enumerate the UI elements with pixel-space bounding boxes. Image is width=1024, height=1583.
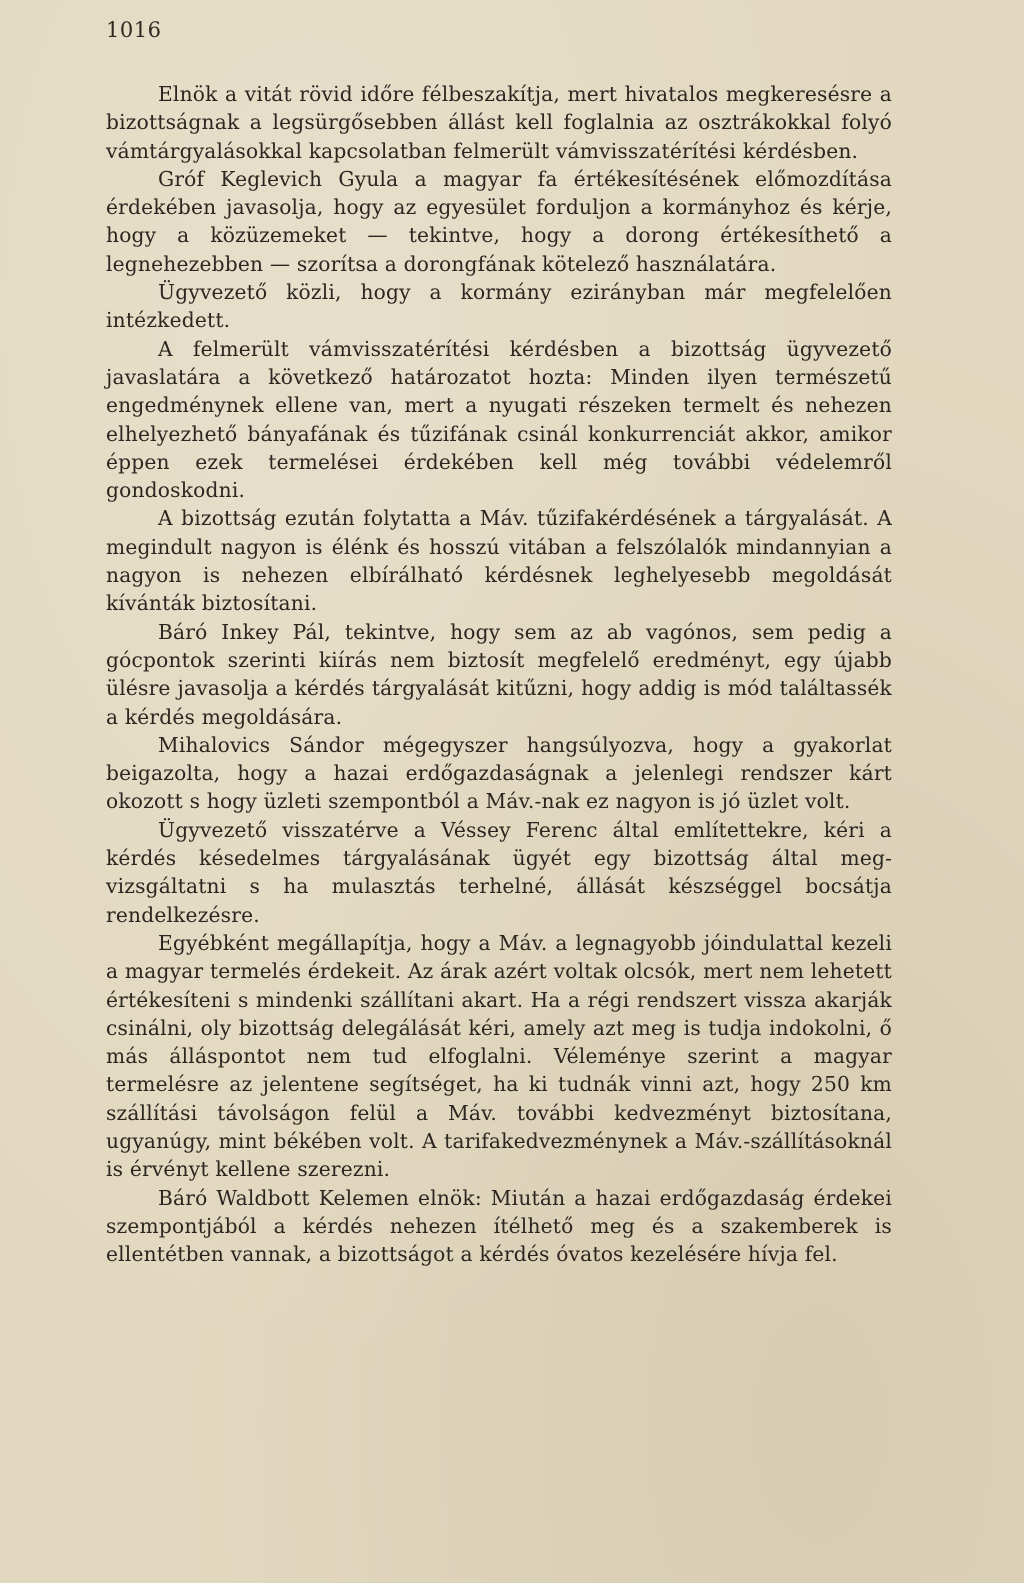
paragraph: Báró Waldbott Kelemen elnök: Miután a hazai erdőgazdaság érdekei szempontjából a kérdés nehezen ítélhető meg és a szakemberek is ellentétben vannak, a bizottságot a kérdés óvatos kezelésére hívja fel. — [106, 1185, 892, 1267]
paragraph: Ügyvezető visszatérve a Véssey Ferenc által említettekre, kéri a kérdés késedelmes tárgyalásának ügyét egy bizottság által megvizsgáltatni s ha mulasztás terhelné, állását készséggel bocsátja rendelkezésre. — [106, 817, 892, 927]
paragraph: Ügyvezető közli, hogy a kormány ezirányban már megfelelően intézkedett. — [106, 280, 892, 333]
paragraph: Mihalovics Sándor mégegyszer hangsúlyozva, hogy a gyakorlat beigazolta, hogy a hazai erdőgazdaságnak a jelenlegi rendszer kárt okozott s hogy üzleti szempontból a Máv.-nak ez nagyon is jó üzlet volt. — [106, 732, 892, 814]
paragraph: Gróf Keglevich Gyula a magyar fa értékesítésének előmozdítása érdekében javasolja, hogy az egyesület forduljon a kormányhoz és kérje, hogy a közüzemeket — tekintve, hogy a dorong értékesíthető a legnehezebben — szorítsa a dorongfának kötelező használatára. — [106, 166, 892, 276]
paragraph: Báró Inkey Pál, tekintve, hogy sem az ab vagónos, sem pedig a gócpontok szerinti kiírás nem biztosít megfelelő eredményt, egy újabb ülésre javasolja a kérdés tárgyalását kitűzni, hogy addig is mód találtassék a kérdés megoldására. — [106, 619, 892, 729]
body-text — [106, 80, 892, 1268]
paragraph: A felmerült vámvisszatérítési kérdésben a bizottság ügyvezető javaslatára a következő határozatot hozta: Minden ilyen természetű engedménynek ellene van, mert a nyugati részeken termelt és nehezen elhelyezhető bányafának és tűzifának csinál konkurrenciát akkor, amikor éppen ezek termelései érdekében kell még további védelemről gondoskodni. — [106, 336, 892, 503]
page-number: 1016 — [106, 18, 162, 42]
paragraph: Egyébként megállapítja, hogy a Máv. a legnagyobb jóindulattal kezeli a magyar termelés érdekeit. Az árak azért voltak olcsók, mert nem lehetett értékesíteni s mindenki szállítani akart. Ha a régi rendszert vissza akarják csinálni, oly bizottság delegálását kéri, amely azt meg is tudja indokolni, ő más álláspontot nem tud elfoglalni. Véleménye szerint a magyar termelésre az jelentene segítséget, ha ki tudnák vinni azt, hogy 250 km szállítási távolságon felül a Máv. további kedvezményt biztosítana, ugyanúgy, mint békében volt. A tarifakedvezménynek a Máv.-szállításoknál is érvényt kellene szerezni. — [106, 930, 892, 1182]
paragraph: Elnök a vitát rövid időre félbeszakítja, mert hivatalos megkeresésre a bizottságnak a legsürgősebben állást kell foglalnia az osztrákokkal folyó vámtárgyalásokkal kapcsolatban felmerült vámvisszatérítési kérdésben. — [106, 82, 892, 163]
paragraph: A bizottság ezután folytatta a Máv. tűzifakérdésének a tárgyalását. A megindult nagyon is élénk és hosszú vitában a felszólalók mindannyian a nagyon is nehezen elbírálható kérdésnek leghelyesebb megoldását kívánták biztosítani. — [106, 506, 892, 616]
